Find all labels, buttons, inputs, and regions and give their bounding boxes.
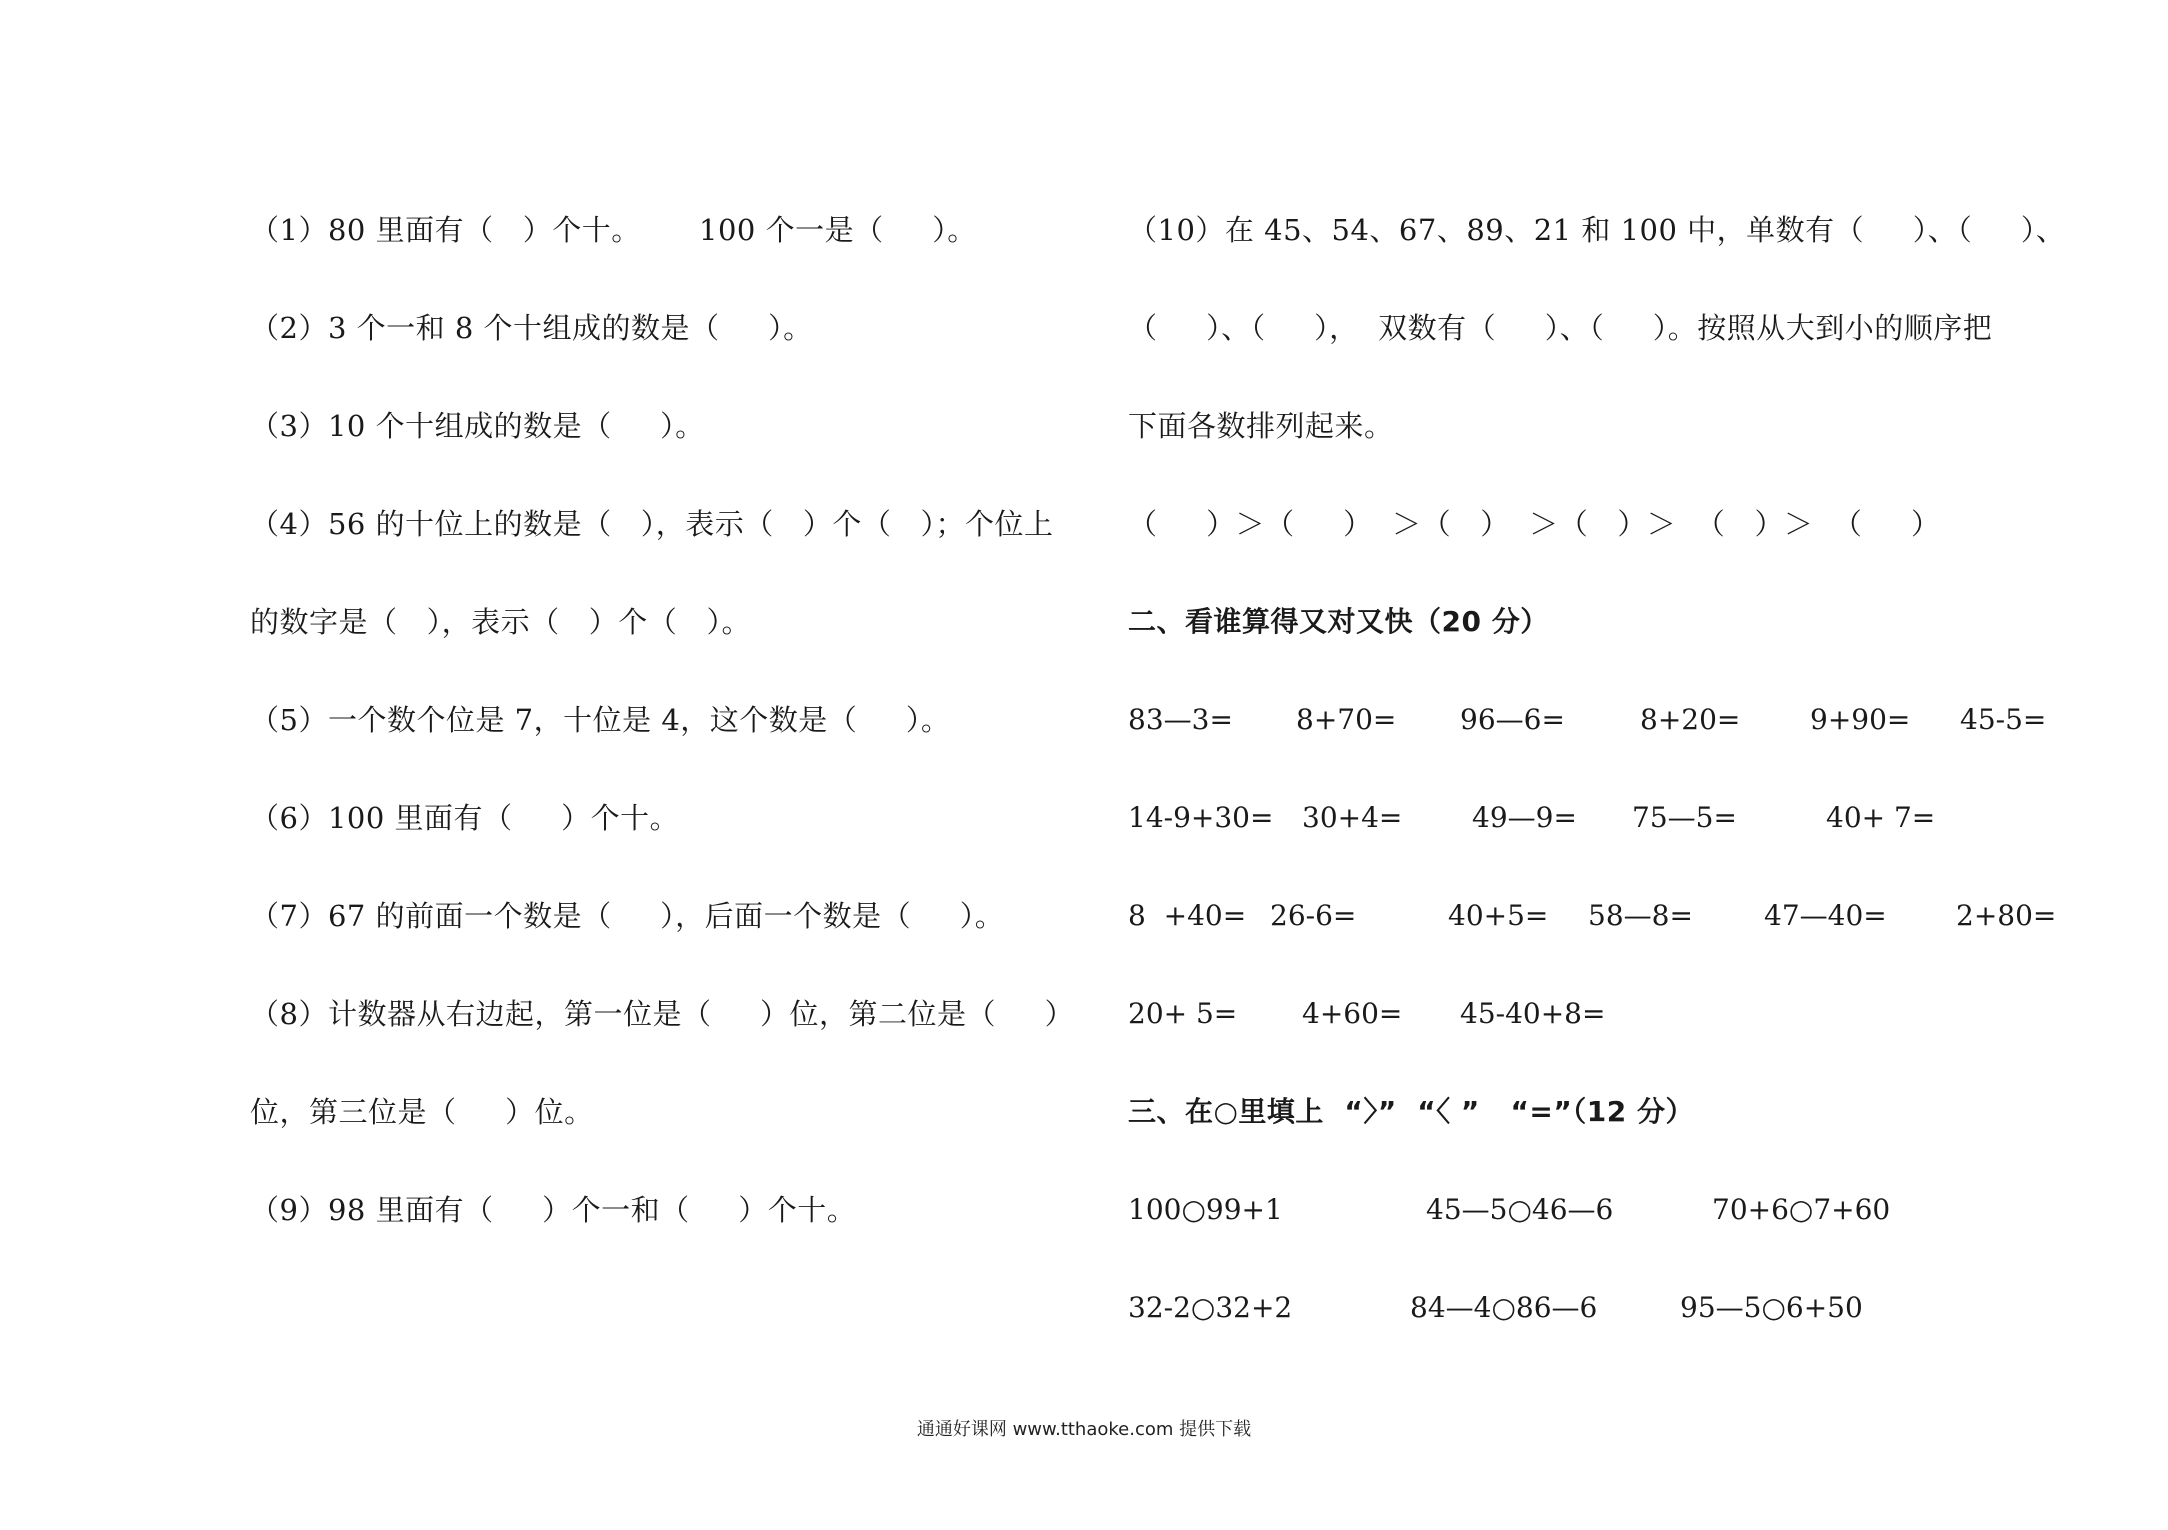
question-2: （2）3 个一和 8 个十组成的数是（ ）。 xyxy=(250,311,813,345)
calc-item: 14-9+30= xyxy=(1128,801,1274,834)
calc-item: 2+80= xyxy=(1956,899,2057,932)
calc-item: 49—9= xyxy=(1472,801,1577,834)
question-5: （5）一个数个位是 7，十位是 4，这个数是（ ）。 xyxy=(250,703,951,737)
calc-item: 40+ 7= xyxy=(1826,801,1936,834)
calc-item: 26-6= xyxy=(1270,899,1357,932)
compare-item: 84—4○86—6 xyxy=(1410,1291,1598,1324)
question-10-line-3: 下面各数排列起来。 xyxy=(1128,409,1394,443)
calc-item: 4+60= xyxy=(1302,997,1403,1030)
calc-item: 45-5= xyxy=(1960,703,2047,736)
question-9: （9）98 里面有（ ）个一和（ ）个十。 xyxy=(250,1193,857,1227)
question-10-ordering-row: （ ）＞（ ） ＞（ ） ＞（ ）＞ （ ）＞ （ ） xyxy=(1128,507,1941,541)
calc-item: 8 +40= xyxy=(1128,899,1247,932)
question-6: （6）100 里面有（ ）个十。 xyxy=(250,801,680,835)
question-8-line-1: （8）计数器从右边起，第一位是（ ）位，第二位是（ ） xyxy=(250,997,1075,1031)
section-3-heading: 三、在○里填上 “〉” “〈 ” “=”（12 分） xyxy=(1128,1095,1695,1128)
calc-item: 30+4= xyxy=(1302,801,1403,834)
compare-item: 95—5○6+50 xyxy=(1680,1291,1863,1324)
question-4-line-1: （4）56 的十位上的数是（ ），表示（ ）个（ ）；个位上 xyxy=(250,507,1054,541)
calc-item: 20+ 5= xyxy=(1128,997,1238,1030)
question-4-line-2: 的数字是（ ），表示（ ）个（ ）。 xyxy=(250,605,751,639)
question-8-line-2: 位，第三位是（ ）位。 xyxy=(250,1095,594,1129)
question-3: （3）10 个十组成的数是（ ）。 xyxy=(250,409,705,443)
calc-item: 75—5= xyxy=(1632,801,1737,834)
question-7: （7）67 的前面一个数是（ ），后面一个数是（ ）。 xyxy=(250,899,1005,933)
compare-item: 32-2○32+2 xyxy=(1128,1291,1293,1324)
calc-item: 9+90= xyxy=(1810,703,1911,736)
calc-item: 96—6= xyxy=(1460,703,1565,736)
compare-item: 45—5○46—6 xyxy=(1426,1193,1614,1226)
calc-item: 40+5= xyxy=(1448,899,1549,932)
calc-item: 47—40= xyxy=(1764,899,1887,932)
section-2-heading: 二、看谁算得又对又快（20 分） xyxy=(1128,605,1549,638)
question-1: （1）80 里面有（ ）个十。 100 个一是（ ）。 xyxy=(250,213,977,247)
calc-item: 83—3= xyxy=(1128,703,1233,736)
question-10-line-1: （10）在 45、54、67、89、21 和 100 中，单数有（ ）、（ ）、 xyxy=(1128,213,2066,247)
question-10-line-2: （ ）、（ ）， 双数有（ ）、（ ）。按照从大到小的顺序把 xyxy=(1128,311,1993,345)
footer-source-note: 通通好课网 www.tthaoke.com 提供下载 xyxy=(916,1419,1252,1440)
compare-item: 100○99+1 xyxy=(1128,1193,1283,1226)
calc-item: 8+70= xyxy=(1296,703,1397,736)
compare-item: 70+6○7+60 xyxy=(1712,1193,1891,1226)
calc-item: 8+20= xyxy=(1640,703,1741,736)
calc-item: 45-40+8= xyxy=(1460,997,1606,1030)
calc-item: 58—8= xyxy=(1588,899,1693,932)
